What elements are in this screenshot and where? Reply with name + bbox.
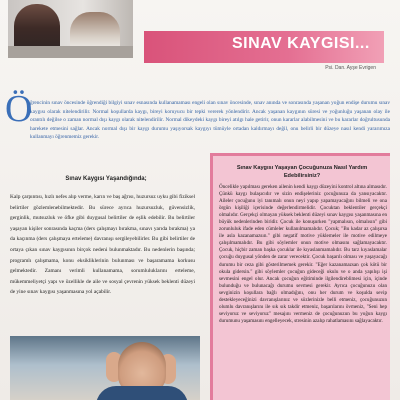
left-column-paragraph: Kalp çarpıntısı, hızlı nefes alıp verme, karın ve baş ağrısı, huzursuz uyku gibi fiziksel belirtiler gözlemlenebilmektedir. Bu sürece ayrıca huzursuzluk, güvensizlik, gerginlik, mutsuzluk ve öfke gibi duygusal belirtiler de eşlik edebilir. Bu belirtiler yaşayan kişiler sonrasında kaçma (ders çalışmayı bırakma, sınavı yarıda bırakma) ya da kaçınma (ders çalışmaya erteleme) davranışı sergileyebilirler. Bu gibi belirtiler de ortaya çıkan sınav kaygısının birçok nedeni bulunmaktadır. Bu nedenlerin başında; programlı çalışmama, konu eksikliklerinin bulunması ve başaramama korkusu gelmektedir. Zamanı verimli kullanamama, sorumluluklarını erteleme, mükemmeliyetçi yapı ve özellikle de aile ve sosyal çevrenin yüksek beklenti düzeyi de yine sınav kaygısı yaşanmasına yol açabilir. <box>10 194 195 296</box>
stressed-child-photo <box>10 336 200 400</box>
author-line: Psi. Dan. Ayşe Evrigen <box>325 65 376 71</box>
sidebar-paragraph: Öncelikle yapılması gereken ailenin kendi kaygı düzeyini kontrol altına almasıdır. Çünkü kaygı bulaşıcıdır ve sizin endişeleriniz çocuğunuza da yansıyacaktır. Aileler çocuğunu iyi tanımalı onun neyi yapıp yapamayacağını bilmeli ve ona örgün kişiliği içerisinde değerlendirmelidir. Çocuktan beklentiler gerçekçi olmalıdır. Gerçekçi olmayan yüksek beklenti düzeyi sınav kaygısı yaşanmasına en büyük nedenlerinden biridir. Çocuk ile konuşurken "yapmalısın, olmalısın" gibi zorunluluk ifade eden cümleler kullanılmamalıdır. Çocuk; "Bu kadar az çalışırsa ile asla kazanamazsın." gibi negatif motive yüklemeler ile motive edilmeye çalışılmamalıdır. Bu gibi söylemler onun motive olmasını sağlamayacaktır. Çocuk, hiçbir zaman başka çocuklar ile kıyaslanmamalıdır. Bu tarz kıyaslamalar çocuğu duygusal yönden de zarar verecektir. Çocuk başarılı olması ve yaşayacağı durumu bir ceza gibi gösterilmemek gerekir. "Eğer kazanamazsan çok kötü bir okula gidersin." gibi söylemler çocuğun gideceği okulu ve o anda yapılışı işi sevmesini engel olur. Ancak çocuğun eğitiminde ilgilendireblimesi için, içinde bulunduğu ve bulunacağı durumu sevmesi gerekir. Ayrıca çocuğunuzu olan sevginizin koşullara bağlı olmadığını, onu her durum ve koşulda sevip destekleyeceğinizi davranışlarınız ve sözlerinizle belli etmeniz, çocuğunuzun olumlu davranışlarını ile sık sık takdir etmeniz, başarılarını övmeniz, "Seni hep seviyoruz ve seviyoruz" mesajını vermeniz de çocuğunuzun bu yoğun kaygı durumunu yaşamasını engelleyecek, stresinin azalıp rahatlamasını sağlayacaktır. <box>219 184 387 324</box>
sidebar-heading: Sınav Kaygısı Yaşayan Çocuğunuza Nasıl Yardım Edebilirsiniz? <box>236 165 368 179</box>
left-column-heading: Sınav Kaygısı Yaşandığında; <box>65 176 147 182</box>
intro-paragraph: ğrencinin sınav öncesinde öğrendiği bilgiyi sınav esnasında kullanamaması engeli olan sınav öncesinde, sınav anında ve sonrasında yaşanan yoğun endişe durumu sınav kaygısı olarak nitelendirilir. Normal koşullarda kaygı, bireyi koruyucu bir tepki vererek yönlendirir. Ancak yaşanan kaygının süresi ve yoğunluğu yaşanan olay ile orantılı değilse o zaman normal dışı kaygı olarak nitelendirilir. Normal dikeydeki kaygı bireyi atılgı hale getirir, onun kararlar alabilmesini ve bu kararlar doğrultusunda harekete etmesini sağlar. Ancak normal dışı bir kaygı durumu yaşıyorsak kaygıyı tümüyle ortadan kaldırmayı değil, onu belirli bir düzeye nasıl kendi yararımıza kullanmayı öğrenmemiz gerekir. <box>30 100 390 141</box>
page-title: SINAV KAYGISI... <box>232 35 370 52</box>
counseling-photo <box>8 0 133 58</box>
intro-dropcap: Ö <box>5 88 33 130</box>
title-banner <box>144 31 384 63</box>
child-shirt <box>96 386 188 400</box>
sidebar-box <box>210 153 390 400</box>
photo-desk <box>8 46 133 58</box>
